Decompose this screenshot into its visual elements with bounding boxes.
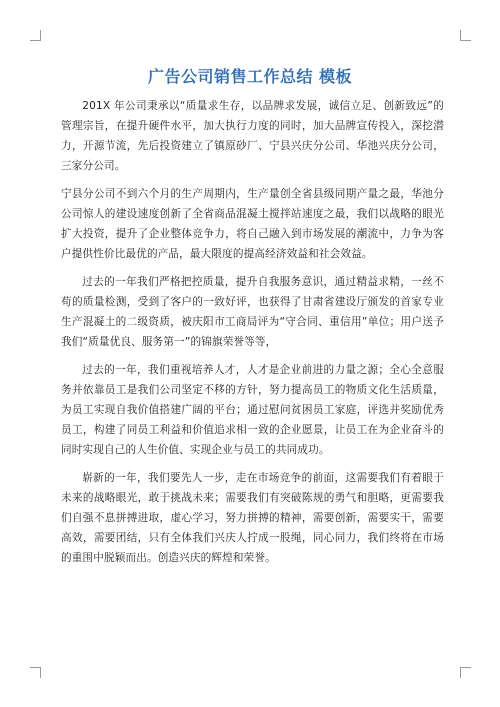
- paragraph-new-year: 崭新的一年，我们要先人一步，走在市场竞争的前面，这需要我们有着眼于未来的战略眼光，敢于挑战未来；需要我们有突破陈规的勇气和胆略，更需要我们自强不息拼搏进取，虚心学习，努力拼搏的精神，需要创新，需要实干，需要高效，需要团结，只有全体我们兴庆人拧成一股绳，同心同力，我们终将在市场的重围中脱颖而出。创造兴庆的辉煌和荣誉。: [61, 472, 444, 564]
- paragraph-talent: 过去的一年，我们重视培养人才，人才是企业前进的力量之源；全心全意服务并依靠员工是我们公司坚定不移的方针，努力提高员工的物质文化生活质量，为员工实现自我价值搭建广阔的平台；通过慰问贫困员工家庭，评选并奖励优秀员工，构建了同员工利益和价值追求相一致的企业愿景，让员工在为企业奋斗的同时实现自己的人生价值、实现企业与员工的共同成功。: [61, 364, 444, 456]
- crop-mark-top-left: [30, 30, 41, 41]
- crop-mark-bottom-left: [30, 667, 41, 678]
- paragraph-intro: 201X 年公司秉承以“质量求生存，以品牌求发展，诚信立足、创新致远”的管理宗旨，在提升硬件水平，加大执行力度的同时，加大品牌宣传投入，深挖潜力，开源节流，先后投资建立了镇原砂厂、宁县兴庆分公司、华池兴庆分公司，三家分公司。: [61, 100, 444, 172]
- crop-mark-top-right: [460, 30, 471, 41]
- document-title: 广告公司销售工作总结 模板: [147, 67, 353, 86]
- paragraph-quality: 过去的一年我们严格把控质量，提升自我服务意识，通过精益求精，一丝不苟的质量检测，受到了客户的一致好评，也获得了甘肃省建设厅颁发的首家专业生产混凝土的二级资质，被庆阳市工商局评为“守合同、重信用”单位；用户送予我们“质量优良、服务第一”的锦旗荣誉等等，: [61, 276, 444, 348]
- document-body: [61, 96, 444, 576]
- paragraph-branch-growth: 宁县分公司不到六个月的生产周期内，生产量创全省县级同期产量之最，华池分公司惊人的建设速度创新了全省商品混凝土搅拌站速度之最，我们以战略的眼光扩大投资，提升了企业整体竞争力，将自己融入到市场发展的潮流中，力争为客户提供性价比最优的产品，最大限度的提高经济效益和社会效益。: [61, 188, 444, 260]
- crop-mark-bottom-right: [460, 667, 471, 678]
